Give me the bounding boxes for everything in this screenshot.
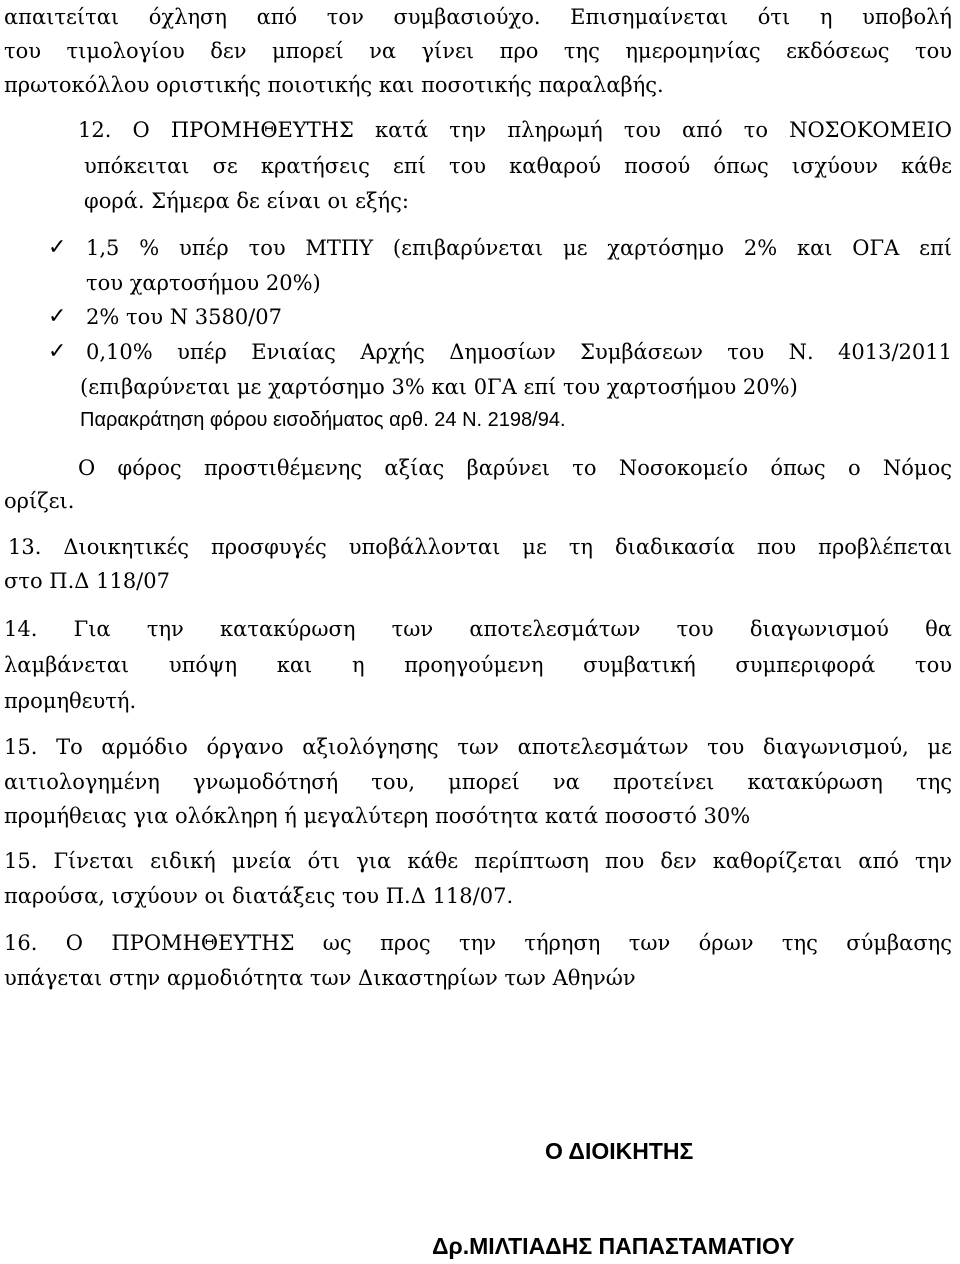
checkmark-icon: ✓ (48, 235, 67, 260)
para-13-line-1: 13. Διοικητικές προσφυγές υποβάλλονται με τη διαδικασία που προβλέπεται (8, 535, 952, 559)
check-item-3-line-3: Παρακράτηση φόρου εισοδήματος αρθ. 24 Ν. 2198/94. (80, 409, 566, 431)
intro-line-1: απαιτείται όχληση από τον συμβασιούχο. Επισημαίνεται ότι η υποβολή (4, 5, 952, 29)
para-12-line-1: 12. Ο ΠΡΟΜΗΘΕΥΤΗΣ κατά την πληρωμή του από το ΝΟΣΟΚΟΜΕΙΟ (78, 118, 952, 142)
vat-line-1: Ο φόρος προστιθέμενης αξίας βαρύνει το Νοσοκομείο όπως ο Νόμος (78, 456, 952, 480)
check-item-2: 2% του Ν 3580/07 (86, 305, 282, 329)
check-item-1-line-1: 1,5 % υπέρ του ΜΤΠΥ (επιβαρύνεται με χαρτόσημο 2% και ΟΓΑ επί (86, 236, 952, 260)
para-16-line-2: υπάγεται στην αρμοδιότητα των Δικαστηρίων των Αθηνών (4, 966, 636, 990)
para-13-line-2: στο Π.Δ 118/07 (4, 569, 170, 593)
checkmark-icon: ✓ (48, 339, 67, 364)
signature-title: Ο ΔΙΟΙΚΗΤΗΣ (545, 1138, 694, 1164)
check-item-3-line-1: 0,10% υπέρ Ενιαίας Αρχής Δημοσίων Συμβάσεων του Ν. 4013/2011 (86, 340, 952, 364)
para-14-line-3: προμηθευτή. (4, 689, 137, 713)
check-item-1-line-2: του χαρτοσήμου 20%) (86, 271, 321, 295)
intro-line-2: του τιμολογίου δεν μπορεί να γίνει προ της ημερομηνίας εκδόσεως του (4, 39, 952, 63)
para-12-line-2: υπόκειται σε κρατήσεις επί του καθαρού ποσού όπως ισχύουν κάθε (84, 154, 952, 178)
para-12-line-3: φορά. Σήμερα δε είναι οι εξής: (84, 189, 409, 213)
para-15a-line-1: 15. Το αρμόδιο όργανο αξιολόγησης των αποτελεσμάτων του διαγωνισμού, με (4, 735, 952, 759)
signature-name: Δρ.ΜΙΛΤΙΑΔΗΣ ΠΑΠΑΣΤΑΜΑΤΙΟΥ (432, 1233, 795, 1259)
intro-line-3: πρωτοκόλλου οριστικής ποιοτικής και ποσοτικής παραλαβής. (4, 73, 664, 97)
para-15b-line-2: παρούσα, ισχύουν οι διατάξεις του Π.Δ 118/07. (4, 884, 514, 908)
para-16-line-1: 16. Ο ΠΡΟΜΗΘΕΥΤΗΣ ως προς την τήρηση των όρων της σύμβασης (4, 931, 952, 955)
para-15b-line-1: 15. Γίνεται ειδική μνεία ότι για κάθε περίπτωση που δεν καθορίζεται από την (4, 849, 952, 873)
checkmark-icon: ✓ (48, 304, 67, 329)
para-14-line-1: 14. Για την κατακύρωση των αποτελεσμάτων του διαγωνισμού θα (4, 617, 952, 641)
para-14-line-2: λαμβάνεται υπόψη και η προηγούμενη συμβατική συμπεριφορά του (4, 653, 952, 677)
para-15a-line-3: προμήθειας για ολόκληρη ή μεγαλύτερη ποσότητα κατά ποσοστό 30% (4, 804, 751, 828)
check-item-3-line-2: (επιβαρύνεται με χαρτόσημο 3% και 0ΓΑ επί του χαρτοσήμου 20%) (80, 375, 798, 399)
para-15a-line-2: αιτιολογημένη γνωμοδότησή του, μπορεί να προτείνει κατακύρωση της (4, 770, 952, 794)
vat-line-2: ορίζει. (4, 489, 75, 513)
